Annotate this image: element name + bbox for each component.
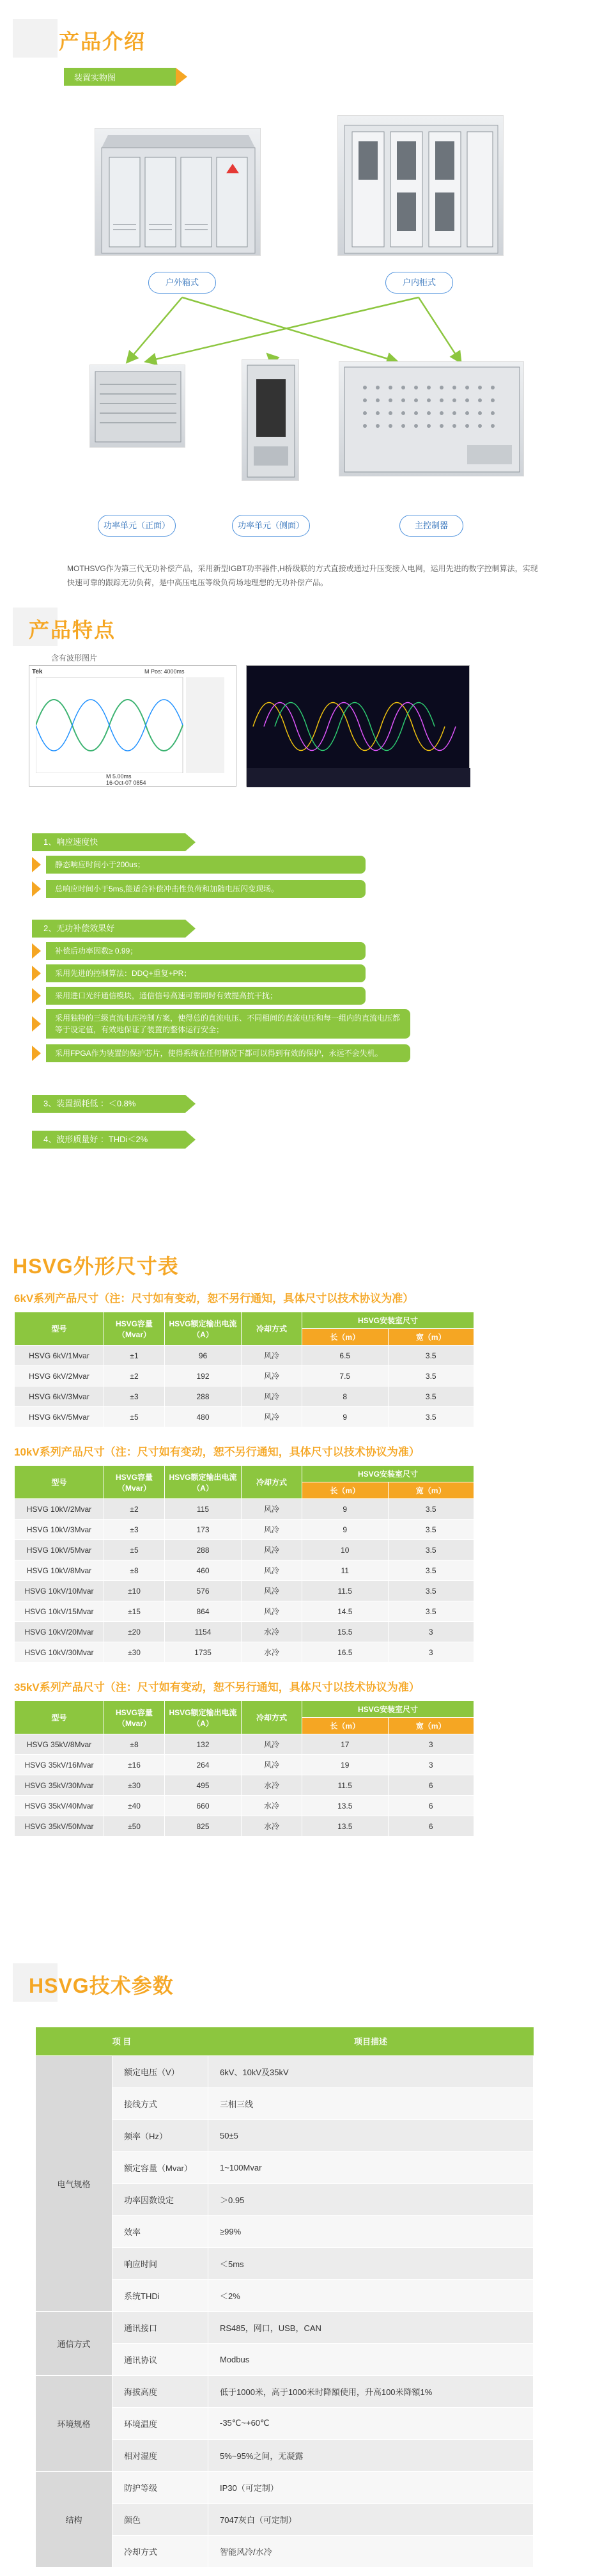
table-row [15, 1755, 474, 1775]
table-cell: 96 [165, 1346, 242, 1366]
table-cell: ±10 [104, 1581, 165, 1601]
scope-pos: M Pos: 4000ms [144, 668, 185, 675]
outdoor-unit-image [95, 128, 261, 256]
col-current: HSVG额定输出电流（A） [165, 1466, 242, 1499]
feature-group-3 [32, 1095, 185, 1113]
table-row [15, 1366, 474, 1386]
size-table-title: 6kV系列产品尺寸（注：尺寸如有变动，恕不另行通知，具体尺寸以技术协议为准） [14, 1292, 414, 1305]
section-title-features: 产品特点 [29, 618, 116, 641]
tech-group-label: 通信方式 [36, 2311, 112, 2375]
pill-main-controller: 主控制器 [399, 515, 463, 537]
scope-screenshot-2 [246, 665, 470, 787]
table-cell: ±3 [104, 1520, 165, 1540]
sizes-section [0, 1241, 602, 1963]
col-length: 长（m） [302, 1718, 389, 1734]
table-cell: 115 [165, 1499, 242, 1520]
table-cell: ±3 [104, 1386, 165, 1407]
pill-outdoor: 户外箱式 [148, 272, 216, 294]
table-cell: 14.5 [302, 1601, 389, 1622]
table-cell: 288 [165, 1386, 242, 1407]
tech-item: 颜色 [112, 2503, 208, 2535]
table-row [15, 1734, 474, 1755]
size-table [14, 1312, 474, 1427]
col-install: HSVG安装室尺寸 [302, 1466, 474, 1482]
feature-item [32, 964, 366, 982]
table-cell: 7.5 [302, 1366, 389, 1386]
table-cell: 风冷 [242, 1346, 302, 1366]
col-current: HSVG额定输出电流（A） [165, 1701, 242, 1734]
col-model: 型号 [15, 1701, 104, 1734]
tech-item: 海拔高度 [112, 2375, 208, 2407]
table-cell: 风冷 [242, 1407, 302, 1427]
table-cell: 11.5 [302, 1581, 389, 1601]
table-cell: 3 [388, 1755, 474, 1775]
col-model: 型号 [15, 1466, 104, 1499]
tech-value: ＜2% [208, 2279, 534, 2311]
feature-item [32, 856, 366, 874]
table-cell: 16.5 [302, 1642, 389, 1663]
tech-section [0, 1963, 602, 2576]
power-unit-front-image [89, 365, 185, 448]
tech-value: 50±5 [208, 2119, 534, 2151]
tech-table [35, 2027, 534, 2568]
tech-item: 额定电压（V） [112, 2055, 208, 2087]
feature-text: 总响应时间小于5ms,能适合补偿冲击性负荷和加随电压闪变现场。 [46, 880, 366, 898]
table-row [15, 1622, 474, 1642]
table-cell: 132 [165, 1734, 242, 1755]
tech-value: ≥99% [208, 2215, 534, 2247]
col-model: 型号 [15, 1312, 104, 1346]
table-cell: 192 [165, 1366, 242, 1386]
arrow-icon [32, 857, 41, 872]
table-cell: 13.5 [302, 1796, 389, 1816]
table-cell: 288 [165, 1540, 242, 1560]
tech-col-desc: 项目描述 [208, 2027, 534, 2055]
table-cell: 风冷 [242, 1366, 302, 1386]
feature-text: 采用FPGA作为装置的保护芯片，使得系统在任何情况下都可以得到有效的保护，永远不会失机。 [46, 1044, 410, 1062]
table-cell: HSVG 10kV/10Mvar [15, 1581, 104, 1601]
table-cell: HSVG 10kV/3Mvar [15, 1520, 104, 1540]
tech-row [36, 2471, 534, 2503]
feature-item [32, 1044, 410, 1062]
table-cell: ±1 [104, 1346, 165, 1366]
table-cell: 3.5 [388, 1386, 474, 1407]
tech-value: RS485，网口，USB，CAN [208, 2311, 534, 2343]
tech-item: 防护等级 [112, 2471, 208, 2503]
table-cell: HSVG 10kV/8Mvar [15, 1560, 104, 1581]
feature-head-4: 4、波形质量好 ：THDi＜2% [32, 1131, 185, 1149]
table-cell: ±16 [104, 1755, 165, 1775]
feature-text: 补偿后功率因数≥ 0.99； [46, 942, 366, 960]
tech-value: 6kV、10kV及35kV [208, 2055, 534, 2087]
size-table [14, 1465, 474, 1663]
size-table-title: 35kV系列产品尺寸（注：尺寸如有变动，恕不另行通知，具体尺寸以技术协议为准） [14, 1681, 420, 1693]
scope-brand: Tek [32, 668, 43, 675]
scope-screenshot-1 [29, 665, 236, 787]
tech-item: 响应时间 [112, 2247, 208, 2279]
table-cell: HSVG 35kV/30Mvar [15, 1775, 104, 1796]
table-cell: 6 [388, 1775, 474, 1796]
scope-date: 16-Oct-07 0854 [106, 780, 146, 786]
table-cell: 15.5 [302, 1622, 389, 1642]
table-cell: 173 [165, 1520, 242, 1540]
intro-description: MOTHSVG作为第三代无功补偿产品，采用新型IGBT功率器件,H桥级联的方式直接或通过升压变接入电网，运用先进的数字控制算法，实现快速可靠的跟踪无功负荷，是中高压电压等级负荷场地理想的无功补偿产品。 [67, 564, 538, 587]
table-cell: 3.5 [388, 1581, 474, 1601]
table-cell: 19 [302, 1755, 389, 1775]
table-cell: 495 [165, 1775, 242, 1796]
intro-tag: 装置实物图 [64, 68, 176, 86]
col-cooling: 冷却方式 [242, 1466, 302, 1499]
table-cell: ±30 [104, 1642, 165, 1663]
table-cell: 风冷 [242, 1540, 302, 1560]
tech-item: 环境温度 [112, 2407, 208, 2439]
table-row [15, 1816, 474, 1837]
table-cell: ±2 [104, 1366, 165, 1386]
tech-value: IP30（可定制） [208, 2471, 534, 2503]
tech-value: 7047灰白（可定制） [208, 2503, 534, 2535]
table-row [15, 1520, 474, 1540]
table-cell: 风冷 [242, 1499, 302, 1520]
main-controller-image [339, 361, 524, 476]
table-cell: 9 [302, 1520, 389, 1540]
table-cell: 13.5 [302, 1816, 389, 1837]
tech-value: Modbus [208, 2343, 534, 2375]
intro-section [0, 0, 602, 588]
table-row [15, 1407, 474, 1427]
pill-power-unit-front: 功率单元（正面） [98, 515, 176, 537]
feature-head-2: 2、无功补偿效果好 [32, 920, 185, 938]
feature-text: 采用独特的三级直流电压控制方案，使得总的直流电压、不同相间的直流电压和每一组内的直流电压都等于设定值，有效地保证了装置的整体运行安全； [46, 1009, 410, 1039]
table-cell: HSVG 35kV/16Mvar [15, 1755, 104, 1775]
table-cell: 6.5 [302, 1346, 389, 1366]
table-cell: ±8 [104, 1560, 165, 1581]
table-cell: 3.5 [388, 1601, 474, 1622]
arrow-icon [32, 1016, 41, 1032]
tech-table-wrap [0, 2027, 534, 2568]
table-cell: 6 [388, 1796, 474, 1816]
table-cell: 水冷 [242, 1816, 302, 1837]
feature-group-1 [32, 833, 185, 851]
size-table-title: 10kV系列产品尺寸（注：尺寸如有变动，恕不另行通知，具体尺寸以技术协议为准） [14, 1446, 420, 1458]
size-tables [0, 1283, 602, 1846]
feature-head-1: 1、响应速度快 [32, 833, 185, 851]
tech-col-item: 项 目 [36, 2027, 208, 2055]
col-capacity: HSVG容量（Mvar） [104, 1466, 165, 1499]
table-cell: 825 [165, 1816, 242, 1837]
col-capacity: HSVG容量（Mvar） [104, 1701, 165, 1734]
feature-text: 静态响应时间小于200us； [46, 856, 366, 874]
table-row [15, 1601, 474, 1622]
table-cell: 3.5 [388, 1499, 474, 1520]
tech-row [36, 2375, 534, 2407]
table-cell: 风冷 [242, 1755, 302, 1775]
table-cell: 风冷 [242, 1601, 302, 1622]
table-cell: HSVG 6kV/2Mvar [15, 1366, 104, 1386]
tech-value: 智能风冷/水冷 [208, 2535, 534, 2567]
tech-value: ＜5ms [208, 2247, 534, 2279]
tech-group-label: 电气规格 [36, 2055, 112, 2311]
table-cell: 3 [388, 1642, 474, 1663]
table-cell: 10 [302, 1540, 389, 1560]
table-cell: 水冷 [242, 1775, 302, 1796]
table-cell: 3.5 [388, 1346, 474, 1366]
col-current: HSVG额定输出电流（A） [165, 1312, 242, 1346]
tech-group-label: 结构 [36, 2471, 112, 2567]
table-cell: 1154 [165, 1622, 242, 1642]
tech-item: 通讯接口 [112, 2311, 208, 2343]
connection-arrows [0, 291, 602, 368]
table-cell: ±2 [104, 1499, 165, 1520]
table-row [15, 1775, 474, 1796]
table-cell: ±30 [104, 1775, 165, 1796]
table-cell: 480 [165, 1407, 242, 1427]
features-section [0, 588, 602, 1241]
col-width: 宽（m） [388, 1329, 474, 1346]
table-cell: 864 [165, 1601, 242, 1622]
tech-item: 额定容量（Mvar） [112, 2151, 208, 2183]
title-block [13, 19, 58, 58]
table-cell: HSVG 10kV/15Mvar [15, 1601, 104, 1622]
table-row [15, 1499, 474, 1520]
tech-item: 系统THDi [112, 2279, 208, 2311]
table-cell: 3.5 [388, 1366, 474, 1386]
feature-text: 采用先进的控制算法：DDQ+重复+PR； [46, 964, 366, 982]
table-row [15, 1796, 474, 1816]
pill-indoor: 户内柜式 [385, 272, 453, 294]
table-cell: HSVG 6kV/3Mvar [15, 1386, 104, 1407]
scope-waveform-1 [36, 677, 228, 773]
tech-value: 5%~95%之间，无凝露 [208, 2439, 534, 2471]
tech-item: 接线方式 [112, 2087, 208, 2119]
table-cell: ±50 [104, 1816, 165, 1837]
table-cell: 8 [302, 1386, 389, 1407]
tech-value: 低于1000米，高于1000米时降額使用，升高100米降額1% [208, 2375, 534, 2407]
section-title-sizes: HSVG外形尺寸表 [13, 1255, 179, 1278]
tech-value: ＞0.95 [208, 2183, 534, 2215]
feature-item [32, 880, 366, 898]
table-cell: 11 [302, 1560, 389, 1581]
feature-group-4 [32, 1131, 185, 1149]
table-row [15, 1581, 474, 1601]
table-cell: 3 [388, 1734, 474, 1755]
col-install: HSVG安装室尺寸 [302, 1701, 474, 1718]
table-cell: 576 [165, 1581, 242, 1601]
arrow-icon [32, 988, 41, 1003]
feature-item [32, 942, 366, 960]
col-width: 宽（m） [388, 1482, 474, 1499]
table-cell: 水冷 [242, 1622, 302, 1642]
feature-text: 采用进口光纤通信模块，通信信号高速可靠同时有效提高抗干扰； [46, 987, 366, 1005]
arrow-icon [32, 943, 41, 959]
table-cell: 9 [302, 1407, 389, 1427]
table-cell: 3.5 [388, 1560, 474, 1581]
tech-value: 三相三线 [208, 2087, 534, 2119]
section-title-intro: 产品介绍 [59, 30, 146, 53]
table-cell: ±8 [104, 1734, 165, 1755]
table-cell: ±15 [104, 1601, 165, 1622]
table-cell: ±40 [104, 1796, 165, 1816]
tech-value: 1~100Mvar [208, 2151, 534, 2183]
table-row [15, 1386, 474, 1407]
table-cell: 风冷 [242, 1520, 302, 1540]
col-cooling: 冷却方式 [242, 1701, 302, 1734]
table-cell: HSVG 35kV/8Mvar [15, 1734, 104, 1755]
table-cell: HSVG 35kV/50Mvar [15, 1816, 104, 1837]
col-install: HSVG安装室尺寸 [302, 1312, 474, 1329]
pill-power-unit-side: 功率单元（侧面） [232, 515, 310, 537]
table-cell: 264 [165, 1755, 242, 1775]
table-cell: 风冷 [242, 1386, 302, 1407]
table-cell: 17 [302, 1734, 389, 1755]
col-capacity: HSVG容量（Mvar） [104, 1312, 165, 1346]
table-cell: HSVG 6kV/5Mvar [15, 1407, 104, 1427]
table-cell: 6 [388, 1816, 474, 1837]
arrow-icon [32, 1046, 41, 1061]
tech-item: 相对湿度 [112, 2439, 208, 2471]
section-title-tech: HSVG技术参数 [29, 1974, 174, 1997]
scope-footer: M 5.00ms [106, 773, 132, 780]
table-cell: HSVG 10kV/30Mvar [15, 1642, 104, 1663]
table-cell: HSVG 35kV/40Mvar [15, 1796, 104, 1816]
table-cell: HSVG 10kV/20Mvar [15, 1622, 104, 1642]
col-width: 宽（m） [388, 1718, 474, 1734]
col-length: 长（m） [302, 1329, 389, 1346]
table-cell: 3 [388, 1622, 474, 1642]
col-length: 长（m） [302, 1482, 389, 1499]
table-cell: HSVG 10kV/5Mvar [15, 1540, 104, 1560]
table-cell: 水冷 [242, 1796, 302, 1816]
table-row [15, 1540, 474, 1560]
table-cell: 1735 [165, 1642, 242, 1663]
scope-waveform-2 [247, 666, 470, 787]
feature-item [32, 987, 366, 1005]
power-unit-side-image [242, 359, 299, 481]
features-subtitle: 含有波形图片 [51, 654, 98, 663]
tech-item: 频率（Hz） [112, 2119, 208, 2151]
table-row [15, 1560, 474, 1581]
table-row [15, 1346, 474, 1366]
table-cell: HSVG 10kV/2Mvar [15, 1499, 104, 1520]
table-cell: 3.5 [388, 1520, 474, 1540]
table-cell: 3.5 [388, 1540, 474, 1560]
arrow-icon [32, 881, 41, 897]
table-cell: 460 [165, 1560, 242, 1581]
tech-value: -35℃~+60℃ [208, 2407, 534, 2439]
table-cell: HSVG 6kV/1Mvar [15, 1346, 104, 1366]
arrow-icon [32, 966, 41, 981]
tech-item: 功率因数设定 [112, 2183, 208, 2215]
indoor-cabinet-image [337, 115, 504, 256]
table-cell: 水冷 [242, 1642, 302, 1663]
table-cell: 660 [165, 1796, 242, 1816]
table-cell: ±5 [104, 1540, 165, 1560]
table-cell: 风冷 [242, 1560, 302, 1581]
table-cell: ±5 [104, 1407, 165, 1427]
feature-head-3: 3、装置损耗低 ：＜0.8% [32, 1095, 185, 1113]
table-cell: 9 [302, 1499, 389, 1520]
size-table [14, 1700, 474, 1837]
tech-item: 效率 [112, 2215, 208, 2247]
tech-row [36, 2311, 534, 2343]
feature-group-2 [32, 920, 185, 938]
table-row [15, 1642, 474, 1663]
table-cell: 3.5 [388, 1407, 474, 1427]
table-cell: 11.5 [302, 1775, 389, 1796]
col-cooling: 冷却方式 [242, 1312, 302, 1346]
feature-item [32, 1009, 410, 1039]
tech-row [36, 2055, 534, 2087]
tech-group-label: 环境规格 [36, 2375, 112, 2471]
tech-item: 通讯协议 [112, 2343, 208, 2375]
table-cell: 风冷 [242, 1581, 302, 1601]
tech-item: 冷却方式 [112, 2535, 208, 2567]
table-cell: ±20 [104, 1622, 165, 1642]
table-cell: 风冷 [242, 1734, 302, 1755]
